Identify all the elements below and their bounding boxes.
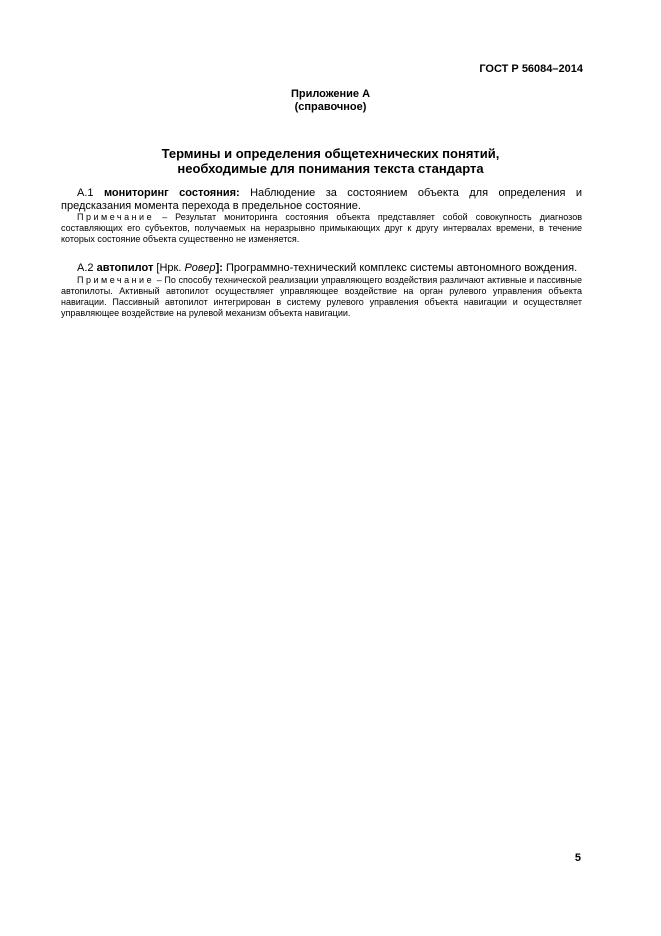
term-entry-2	[61, 262, 582, 319]
term-name: автопилот	[96, 262, 154, 274]
term-name: мониторинг состояния:	[103, 187, 240, 199]
note-label: Примечание	[77, 212, 155, 222]
section-heading	[0, 146, 661, 176]
term-definition: Наблюдение за состоянием объекта для определения и предсказания момента перехода в предельное состояние.	[61, 187, 582, 212]
term-definition-paragraph	[61, 187, 582, 212]
appendix-subtitle: (справочное)	[294, 101, 367, 113]
term-deprecated-close: ]:	[215, 262, 223, 274]
note-text: – Результат мониторинга состояния объекта представляет собой совокупность диагнозов составляющих его субъектов, получаемых на неразрывно примыкающих друг к другу интервалах времени, в течение которых состояние объекта существенно не изменяется.	[61, 212, 582, 244]
appendix-header	[0, 88, 661, 114]
page-number: 5	[574, 852, 581, 864]
note-text: – По способу технической реализации управляющего воздействия различают активные и пассивные автопилоты. Активный автопилот осуществляет управляющее воздействие на орган рулевого управления объекта навигации. Пассивный автопилот интегрирован в систему рулевого управления объекта навигации и осуществляет управляющее воздействие на рулевой механизм объекта навигации.	[61, 274, 582, 318]
term-deprecated-synonym: Ровер	[184, 262, 216, 274]
term-definition-paragraph	[61, 262, 582, 275]
term-entry-1	[61, 187, 582, 245]
term-number: А.1	[77, 187, 94, 199]
appendix-title: Приложение А	[290, 88, 371, 100]
term-number: А.2	[77, 262, 94, 274]
term-definition: Программно-технический комплекс системы автономного вождения.	[225, 262, 578, 274]
term-note	[61, 212, 582, 245]
document-code: ГОСТ Р 56084–2014	[479, 63, 583, 75]
section-heading-line-1: Термины и определения общетехнических понятий,	[161, 146, 500, 161]
term-note	[61, 275, 582, 319]
note-label: Примечание	[77, 274, 155, 285]
section-heading-line-2: необходимые для понимания текста стандарта	[177, 161, 484, 176]
term-deprecated-open: [Нрк.	[156, 262, 182, 274]
